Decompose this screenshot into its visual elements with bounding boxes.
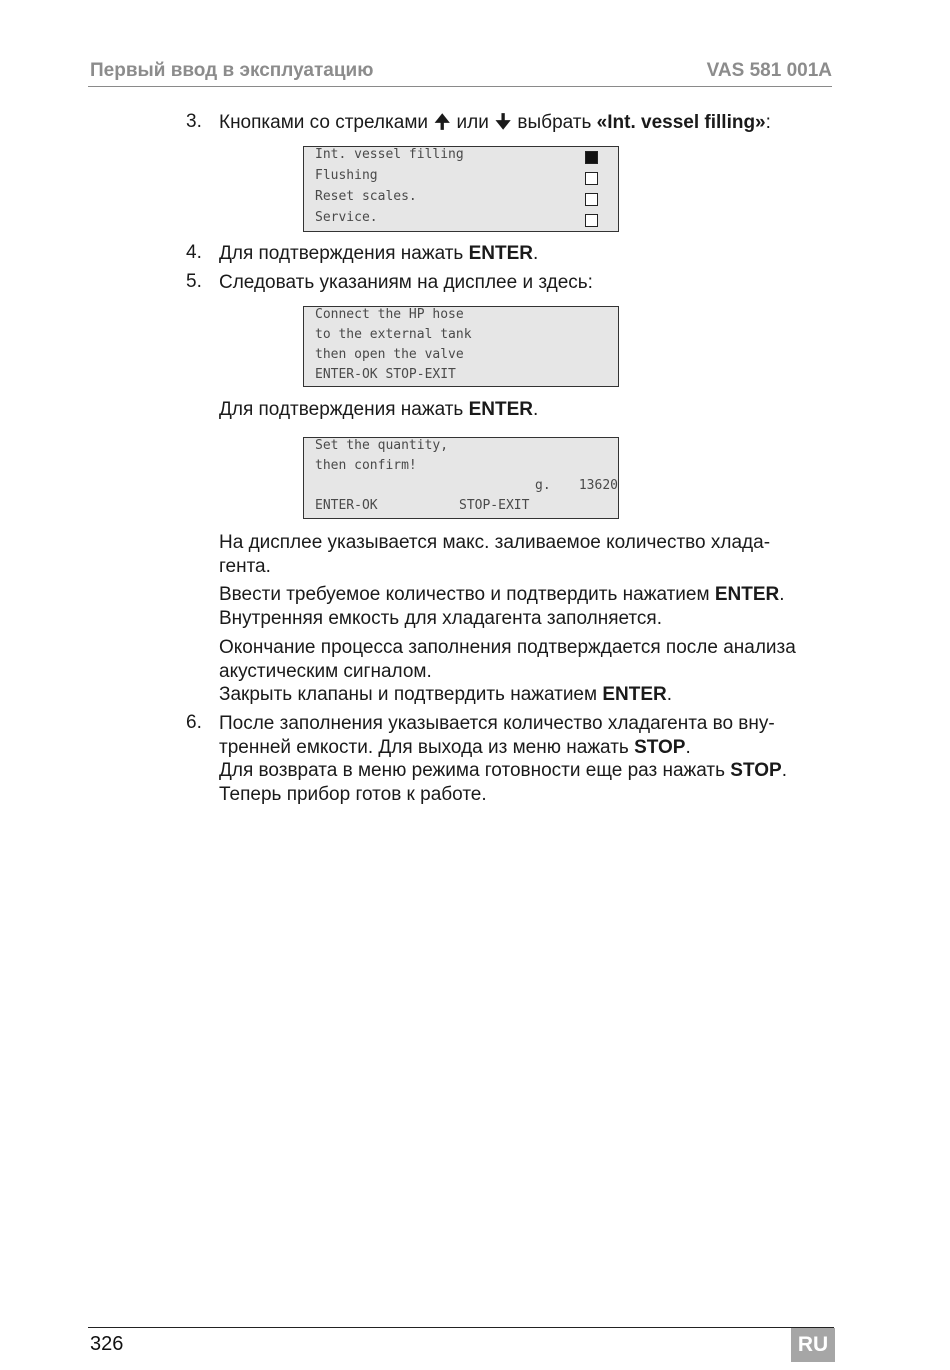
lcd-exit-label: STOP-EXIT: [459, 498, 530, 513]
footer-rule: [88, 1327, 834, 1328]
lcd-ok-label: ENTER-OK: [315, 498, 378, 513]
confirm-text: Для подтверждения нажать ENTER.: [219, 399, 539, 420]
lcd-quantity-display: [303, 437, 619, 519]
lcd-menu-item: Reset scales.: [315, 189, 417, 204]
arrow-up-icon: 🠉: [434, 112, 451, 133]
step-3-text: Кнопками со стрелками 🠉 или 🠋 выбрать «Int. vessel filling»:: [219, 112, 771, 133]
step-6-number: 6.: [186, 712, 202, 733]
language-badge: RU: [791, 1328, 835, 1362]
paragraph-enter-quantity: Ввести требуемое количество и подтвердить нажатием ENTER. Внутренняя емкость для хладагента заполняется.: [219, 584, 785, 629]
lcd-hose-display: [303, 306, 619, 387]
step-5-text: Следовать указаниям на дисплее и здесь:: [219, 272, 593, 293]
paragraph-completion: Окончание процесса заполнения подтверждается после анализа акустическим сигналом. Закрыть клапаны и подтвердить нажатием ENTER.: [219, 637, 796, 705]
lcd-quantity-value: 13620: [578, 478, 618, 493]
header-section-title: Первый ввод в эксплуатацию: [90, 60, 374, 81]
empty-checkbox-icon: [585, 172, 598, 185]
empty-checkbox-icon: [585, 214, 598, 227]
paragraph-max-quantity: На дисплее указывается макс. заливаемое количество хлада- гента.: [219, 532, 771, 577]
step-3-number: 3.: [186, 111, 202, 132]
lcd-menu-item: Service.: [315, 210, 378, 225]
lcd-unit: g.: [535, 478, 551, 493]
step-4-number: 4.: [186, 242, 202, 263]
selected-checkbox-icon: [585, 151, 598, 164]
lcd-line: Connect the HP hose: [315, 307, 464, 322]
step-5-number: 5.: [186, 271, 202, 292]
lcd-menu-item: Flushing: [315, 168, 378, 183]
step-4-text: Для подтверждения нажать ENTER.: [219, 243, 539, 264]
lcd-line: then confirm!: [315, 458, 417, 473]
lcd-line: ENTER-OK STOP-EXIT: [315, 367, 456, 382]
lcd-line: then open the valve: [315, 347, 464, 362]
lcd-menu-display: [303, 146, 619, 232]
page-header: [88, 58, 832, 87]
header-model-number: VAS 581 001A: [706, 60, 832, 81]
step-6-text: После заполнения указывается количество хладагента во вну- тренней емкости. Для выхода из меню нажать STOP. Для возврата в меню режима готовности еще раз нажать STOP. Теперь прибор готов к работе.: [219, 713, 787, 805]
lcd-menu-item: Int. vessel filling: [315, 147, 464, 162]
lcd-line: Set the quantity,: [315, 438, 449, 453]
empty-checkbox-icon: [585, 193, 598, 206]
menu-item-ref: «Int. vessel filling»: [596, 112, 766, 133]
lcd-line: to the external tank: [315, 327, 472, 342]
arrow-down-icon: 🠋: [495, 112, 512, 133]
page-number: 326: [90, 1333, 124, 1355]
